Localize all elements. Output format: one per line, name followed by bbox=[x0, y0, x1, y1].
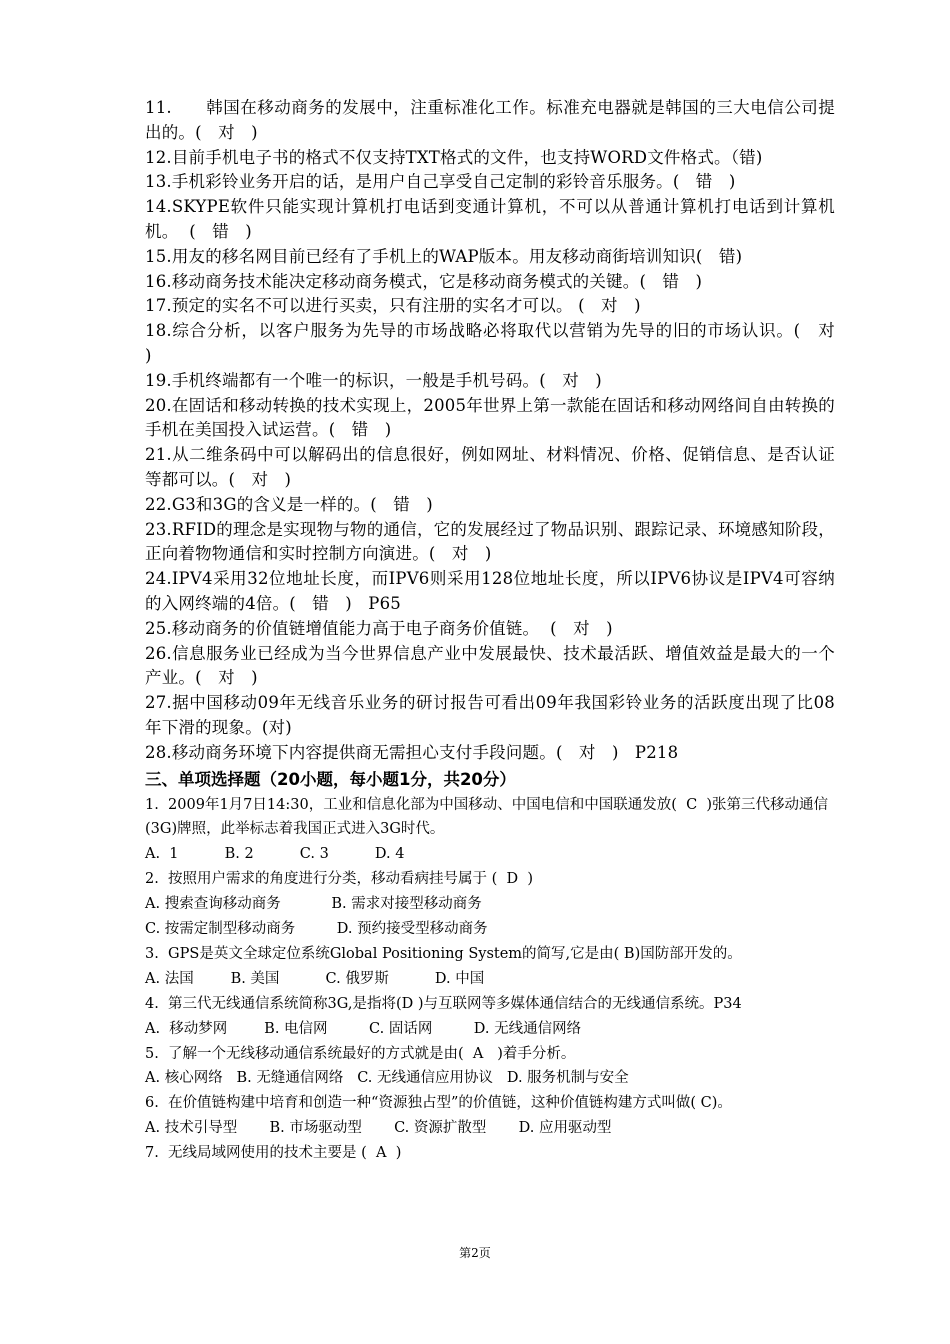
true-false-question: 17.预定的实名不可以进行买卖，只有注册的实名才可以。 ( 对 ) bbox=[145, 296, 641, 316]
true-false-question: 18.综合分析，以客户服务为先导的市场战略必将取代以营销为先导的旧的市场认识。( 对 ) bbox=[145, 321, 852, 365]
multiple-choice-line: A. 技术引导型 B. 市场驱动型 C. 资源扩散型 D. 应用驱动型 bbox=[145, 1120, 612, 1137]
page-content bbox=[145, 96, 852, 1166]
true-false-question: 15.用友的移名网目前已经有了手机上的WAP版本。用友移动商街培训知识( 错) bbox=[145, 246, 743, 266]
multiple-choice-line: A. 移动梦网 B. 电信网 C. 固话网 D. 无线通信网络 bbox=[145, 1020, 582, 1037]
true-false-question: 27.据中国移动09年无线音乐业务的研讨报告可看出09年我国彩铃业务的活跃度出现了比08年下滑的现象。(对) bbox=[145, 693, 835, 737]
true-false-question: 12.目前手机电子书的格式不仅支持TXT格式的文件，也支持WORD文件格式。（错) bbox=[145, 147, 763, 167]
true-false-list bbox=[145, 96, 852, 766]
true-false-question: 28.移动商务环境下内容提供商无需担心支付手段问题。( 对 ) P218 bbox=[145, 742, 679, 762]
true-false-question: 13.手机彩铃业务开启的话，是用户自己享受自己定制的彩铃音乐服务。( 错 ) bbox=[145, 172, 736, 192]
true-false-question: 25.移动商务的价值链增值能力高于电子商务价值链。 ( 对 ) bbox=[145, 618, 613, 638]
multiple-choice-list bbox=[145, 793, 835, 1167]
section-title: 三、单项选择题（20小题，每小题1分，共20分） bbox=[145, 769, 516, 789]
multiple-choice-line: 1. 2009年1月7日14:30，工业和信息化部为中国移动、中国电信和中国联通发放( C )张第三代移动通信(3G)牌照，此举标志着我国正式进入3G时代。 bbox=[145, 796, 829, 838]
multiple-choice-line: A. 核心网络 B. 无缝通信网络 C. 无线通信应用协议 D. 服务机制与安全 bbox=[145, 1070, 629, 1087]
multiple-choice-line: 6. 在价值链构建中培育和创造一种“资源独占型”的价值链，这种价值链构建方式叫做( C)。 bbox=[145, 1095, 732, 1112]
multiple-choice-line: A. 1 B. 2 C. 3 D. 4 bbox=[145, 846, 405, 863]
true-false-question: 14.SKYPE软件只能实现计算机打电话到变通计算机，不可以从普通计算机打电话到计算机机。 ( 错 ) bbox=[145, 197, 835, 241]
multiple-choice-line: 4. 第三代无线通信系统简称3G,是指将(D )与互联网等多媒体通信结合的无线通信系统。P34 bbox=[145, 995, 742, 1012]
true-false-question: 24.IPV4采用32位地址长度，而IPV6则采用128位地址长度，所以IPV6协议是IPV4可容纳的入网终端的4倍。( 错 ) P65 bbox=[145, 569, 835, 613]
true-false-question: 22.G3和3G的含义是一样的。( 错 ) bbox=[145, 494, 433, 514]
multiple-choice-line: 5. 了解一个无线移动通信系统最好的方式就是由( A )着手分析。 bbox=[145, 1045, 576, 1062]
multiple-choice-line: 2. 按照用户需求的角度进行分类，移动看病挂号属于 ( D ) bbox=[145, 871, 534, 888]
multiple-choice-line: A. 法国 B. 美国 C. 俄罗斯 D. 中国 bbox=[145, 970, 485, 987]
true-false-question: 16.移动商务技术能决定移动商务模式，它是移动商务模式的关键。( 错 ) bbox=[145, 271, 703, 291]
multiple-choice-line: A. 搜索查询移动商务 B. 需求对接型移动商务 bbox=[145, 896, 482, 913]
true-false-question: 20.在固话和移动转换的技术实现上，2005年世界上第一款能在固话和移动网络间自由转换的手机在美国投入试运营。( 错 ) bbox=[145, 395, 835, 440]
true-false-question: 21.从二维条码中可以解码出的信息很好，例如网址、材料情况、价格、促销信息、是否认证等都可以。( 对 ) bbox=[145, 445, 835, 489]
page-number-footer: 第2页 bbox=[459, 1246, 491, 1260]
true-false-question: 26.信息服务业已经成为当今世界信息产业中发展最快、技术最活跃、增值效益是最大的一个产业。( 对 ) bbox=[145, 643, 835, 688]
multiple-choice-line: 7. 无线局域网使用的技术主要是 ( A ) bbox=[145, 1145, 402, 1162]
true-false-question: 23.RFID的理念是实现物与物的通信，它的发展经过了物品识别、跟踪记录、环境感知阶段，正向着物物通信和实时控制方向演进。( 对 ) bbox=[145, 519, 835, 564]
multiple-choice-line: 3. GPS是英文全球定位系统Global Positioning System的简写,它是由( B)国防部开发的。 bbox=[145, 945, 742, 962]
multiple-choice-line: C. 按需定制型移动商务 D. 预约接受型移动商务 bbox=[145, 921, 488, 938]
true-false-question: 19.手机终端都有一个唯一的标识，一般是手机号码。( 对 ) bbox=[145, 370, 602, 390]
true-false-question: 11. 韩国在移动商务的发展中，注重标准化工作。标准充电器就是韩国的三大电信公司提出的。( 对 ) bbox=[145, 98, 835, 142]
